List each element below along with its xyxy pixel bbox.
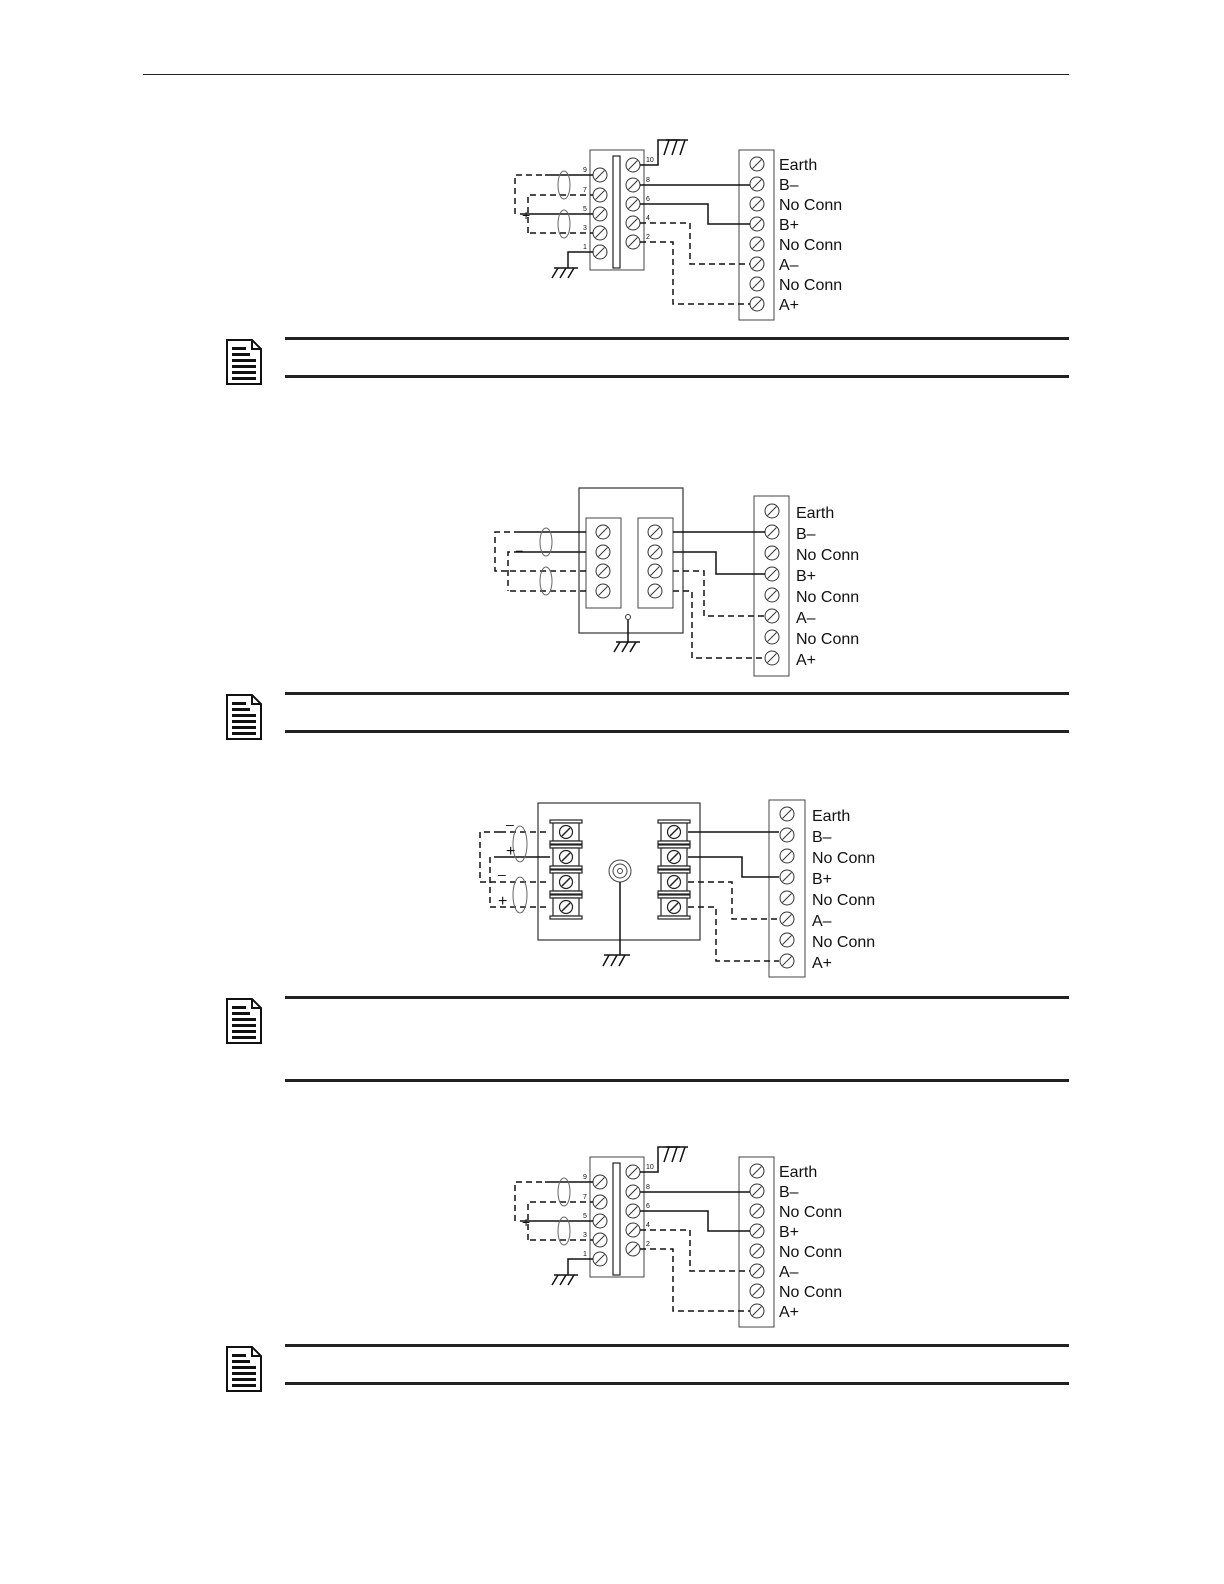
svg-text:A+: A+ <box>812 955 833 972</box>
svg-text:3: 3 <box>583 225 587 232</box>
svg-text:No Conn: No Conn <box>812 892 876 909</box>
wiring-diagram-1 <box>480 130 860 330</box>
svg-text:9: 9 <box>583 1174 587 1181</box>
svg-text:4: 4 <box>646 1222 650 1229</box>
svg-text:5: 5 <box>583 1213 587 1220</box>
svg-text:A–: A– <box>812 913 832 930</box>
svg-text:Earth: Earth <box>779 1164 818 1181</box>
note-document-icon <box>226 998 262 1044</box>
svg-text:B+: B+ <box>779 217 800 234</box>
svg-text:8: 8 <box>646 1184 650 1191</box>
svg-text:8: 8 <box>646 177 650 184</box>
svg-text:+: + <box>522 207 531 223</box>
svg-text:No Conn: No Conn <box>779 1244 843 1261</box>
note-3-top-rule <box>285 996 1069 999</box>
svg-text:1: 1 <box>583 1251 587 1258</box>
svg-text:–: – <box>498 866 506 882</box>
svg-text:A–: A– <box>779 257 799 274</box>
svg-text:No Conn: No Conn <box>779 197 843 214</box>
terminal-labels-4 <box>779 1164 842 1321</box>
note-document-icon <box>226 339 262 385</box>
note-4-bottom-rule <box>285 1382 1069 1385</box>
svg-text:6: 6 <box>646 1203 650 1210</box>
svg-text:Earth: Earth <box>779 157 818 174</box>
svg-text:No Conn: No Conn <box>779 1204 843 1221</box>
svg-text:Earth: Earth <box>812 808 851 825</box>
svg-text:A+: A+ <box>779 1304 800 1321</box>
svg-text:B–: B– <box>796 526 816 543</box>
svg-text:1: 1 <box>583 244 587 251</box>
header-rule <box>143 74 1069 75</box>
svg-text:10: 10 <box>646 157 654 164</box>
svg-text:No Conn: No Conn <box>779 237 843 254</box>
svg-text:5: 5 <box>583 206 587 213</box>
svg-text:B–: B– <box>779 177 799 194</box>
svg-text:A+: A+ <box>796 652 817 669</box>
wiring-diagram-4 <box>480 1137 860 1337</box>
svg-text:No Conn: No Conn <box>812 850 876 867</box>
svg-text:B+: B+ <box>779 1224 800 1241</box>
svg-text:+: + <box>522 1214 531 1230</box>
svg-text:2: 2 <box>646 234 650 241</box>
svg-text:7: 7 <box>583 187 587 194</box>
wiring-diagram-3 <box>470 795 890 980</box>
svg-text:2: 2 <box>646 1241 650 1248</box>
svg-text:6: 6 <box>646 196 650 203</box>
svg-text:No Conn: No Conn <box>796 547 860 564</box>
svg-text:–: – <box>506 816 514 832</box>
note-1-top-rule <box>285 337 1069 340</box>
note-2-top-rule <box>285 692 1069 695</box>
svg-text:No Conn: No Conn <box>812 934 876 951</box>
svg-text:No Conn: No Conn <box>796 631 860 648</box>
terminal-labels-3 <box>812 808 875 972</box>
svg-text:B+: B+ <box>812 871 833 888</box>
svg-text:4: 4 <box>646 215 650 222</box>
note-document-icon <box>226 1346 262 1392</box>
note-1-bottom-rule <box>285 375 1069 378</box>
svg-text:–: – <box>516 543 523 557</box>
svg-text:7: 7 <box>583 1194 587 1201</box>
svg-text:3: 3 <box>583 1232 587 1239</box>
svg-text:B–: B– <box>812 829 832 846</box>
svg-text:9: 9 <box>583 167 587 174</box>
svg-text:+: + <box>498 893 508 910</box>
note-2-bottom-rule <box>285 730 1069 733</box>
svg-text:B+: B+ <box>796 568 817 585</box>
terminal-labels-1 <box>779 157 842 314</box>
svg-text:A–: A– <box>796 610 816 627</box>
svg-text:+: + <box>506 843 516 860</box>
wiring-diagram-2 <box>480 480 880 680</box>
svg-text:A+: A+ <box>779 297 800 314</box>
note-4-top-rule <box>285 1344 1069 1347</box>
svg-text:No Conn: No Conn <box>779 1284 843 1301</box>
note-3-bottom-rule <box>285 1079 1069 1082</box>
terminal-labels-2 <box>796 505 859 669</box>
note-document-icon <box>226 694 262 740</box>
svg-text:Earth: Earth <box>796 505 835 522</box>
svg-text:B–: B– <box>779 1184 799 1201</box>
svg-text:No Conn: No Conn <box>796 589 860 606</box>
svg-text:10: 10 <box>646 1164 654 1171</box>
svg-text:No Conn: No Conn <box>779 277 843 294</box>
svg-text:A–: A– <box>779 1264 799 1281</box>
